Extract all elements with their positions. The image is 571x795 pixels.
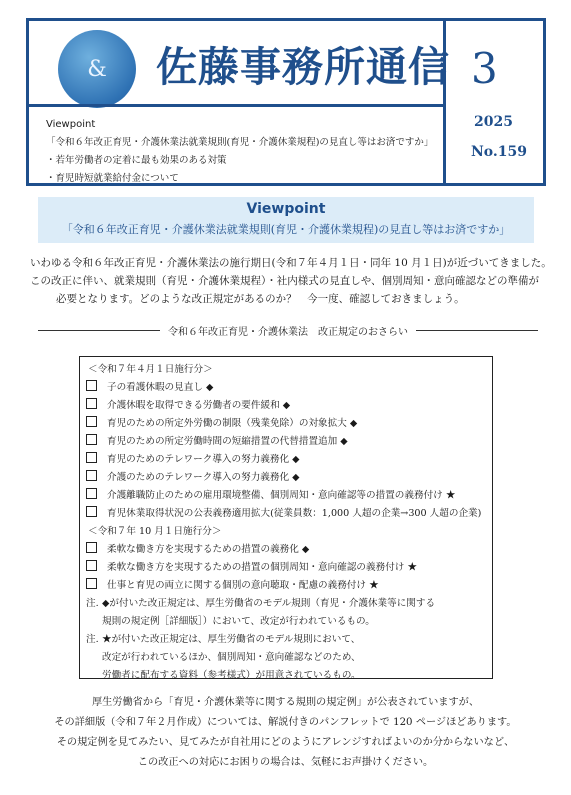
checkbox[interactable] bbox=[86, 434, 97, 445]
note-line bbox=[86, 595, 492, 613]
section-heading bbox=[38, 323, 538, 338]
list-item-label: 介護離職防止のための雇用環境整備、個別周知・意向確認等の措置の義務付け ★ bbox=[107, 490, 456, 501]
note-line: 労働者に配布する資料（参考様式）が用意されているもの。 bbox=[102, 670, 361, 681]
list-item bbox=[86, 541, 492, 559]
checkbox[interactable] bbox=[86, 560, 97, 571]
closing-line: その詳細版（令和７年２月作成）については、解説付きのパンフレットで 120 ページほどあります。 bbox=[54, 717, 517, 728]
note-text: ★が付いた改正規定は、厚生労働省のモデル規則において、 bbox=[102, 634, 361, 645]
list-item bbox=[86, 415, 492, 433]
viewpoint-title: Viewpoint bbox=[246, 201, 326, 217]
amendment-list-box bbox=[79, 356, 493, 679]
list-item-label: 育児のための所定労働時間の短縮措置の代替措置追加 ◆ bbox=[107, 436, 348, 447]
note-line bbox=[86, 631, 492, 649]
issue-number: No.159 bbox=[471, 144, 527, 160]
checkbox[interactable] bbox=[86, 452, 97, 463]
checkbox[interactable] bbox=[86, 542, 97, 553]
list-item-label: 柔軟な働き方を実現するための措置の個別周知・意向確認の義務付け ★ bbox=[107, 562, 418, 573]
note-text: ◆が付いた改正規定は、厚生労働省のモデル規則（育児・介護休業等に関する bbox=[102, 598, 436, 609]
section-label: 令和６年改正育児・介護休業法 改正規定のおさらい bbox=[168, 327, 408, 338]
header-divider bbox=[26, 104, 446, 107]
checkbox[interactable] bbox=[86, 416, 97, 427]
list-item bbox=[86, 487, 492, 505]
closing-line: その規定例を見てみたい、見てみたが自社用にどのようにアレンジすればよいのか分からないなど、 bbox=[56, 737, 515, 748]
header-vertical-divider bbox=[443, 18, 446, 186]
issue-year: 2025 bbox=[474, 114, 513, 130]
office-logo bbox=[58, 30, 136, 108]
heading-rule-right bbox=[416, 330, 538, 331]
closing-line: この改正への対応にお困りの場合は、気軽にお声掛けください。 bbox=[137, 757, 434, 768]
list-item bbox=[86, 505, 492, 523]
checkbox[interactable] bbox=[86, 578, 97, 589]
checkbox[interactable] bbox=[86, 380, 97, 391]
toc-item: 「令和６年改正育児・介護休業法就業規則(育児・介護休業規程)の見直し等はお済ですか」 bbox=[46, 137, 434, 148]
note-line: 改定が行われているほか、個別周知・意向確認などのため、 bbox=[102, 652, 361, 663]
list-item-label: 子の看護休暇の見直し ◆ bbox=[107, 382, 214, 393]
list-item-label: 育児のためのテレワーク導入の努力義務化 ◆ bbox=[107, 454, 300, 465]
viewpoint-subtitle: 「令和６年改正育児・介護休業法就業規則(育児・介護休業規程)の見直し等はお済ですか」 bbox=[61, 223, 511, 236]
viewpoint-banner bbox=[38, 197, 534, 243]
list-item bbox=[86, 379, 492, 397]
issue-month: 3 bbox=[471, 44, 498, 93]
list-item-label: 育児休業取得状況の公表義務適用拡大(従業員数：1,000 人超の企業→300 人超の企業) bbox=[107, 508, 482, 519]
intro-line: いわゆる令和６年改正育児・介護休業法の施行期日(令和７年４月１日・同年 10 月１日)が近づいてきました。 bbox=[30, 257, 552, 269]
toc-item: ・若年労働者の定着に最も効果のある対策 bbox=[46, 155, 227, 166]
list-section-heading: ＜令和７年４月１日施行分＞ bbox=[88, 364, 213, 375]
list-item-label: 育児のための所定外労働の制限（残業免除）の対象拡大 ◆ bbox=[107, 418, 358, 429]
table-of-contents bbox=[46, 116, 433, 188]
checkbox[interactable] bbox=[86, 398, 97, 409]
newsletter-title: 佐藤事務所通信 bbox=[156, 43, 450, 91]
intro-paragraph bbox=[30, 254, 550, 308]
list-item-label: 介護のためのテレワーク導入の努力義務化 ◆ bbox=[107, 472, 300, 483]
list-item bbox=[86, 433, 492, 451]
list-item bbox=[86, 559, 492, 577]
intro-line: この改正に伴い、就業規則（育児・介護休業規程）・社内様式の見直しや、個別周知・意向確認などの準備が bbox=[30, 275, 540, 287]
closing-paragraph bbox=[30, 693, 541, 773]
list-item-label: 介護休暇を取得できる労働者の要件緩和 ◆ bbox=[107, 400, 291, 411]
toc-heading: Viewpoint bbox=[46, 119, 96, 130]
list-item bbox=[86, 397, 492, 415]
note-line: 規則の規定例［詳細版］）において、改定が行われているもの。 bbox=[102, 616, 375, 627]
intro-line: 必要となります。どのような改正規定があるのか？ 今一度、確認しておきましょう。 bbox=[56, 293, 465, 305]
list-item-label: 柔軟な働き方を実現するための措置の義務化 ◆ bbox=[107, 544, 310, 555]
list-item bbox=[86, 577, 492, 595]
note-label: 注. bbox=[86, 598, 99, 609]
checkbox[interactable] bbox=[86, 488, 97, 499]
logo-ampersand: & bbox=[87, 56, 107, 82]
list-section-heading: ＜令和７年 10 月１日施行分＞ bbox=[88, 526, 222, 537]
heading-rule-left bbox=[38, 330, 160, 331]
toc-item: ・育児時短就業給付金について bbox=[46, 173, 179, 184]
checkbox[interactable] bbox=[86, 506, 97, 517]
checkbox[interactable] bbox=[86, 470, 97, 481]
closing-line: 厚生労働省から「育児・介護休業等に関する規則の規定例」が公表されていますが、 bbox=[91, 697, 480, 708]
note-label: 注. bbox=[86, 634, 99, 645]
list-item bbox=[86, 469, 492, 487]
list-item-label: 仕事と育児の両立に関する個別の意向聴取・配慮の義務付け ★ bbox=[107, 580, 379, 591]
list-item bbox=[86, 451, 492, 469]
